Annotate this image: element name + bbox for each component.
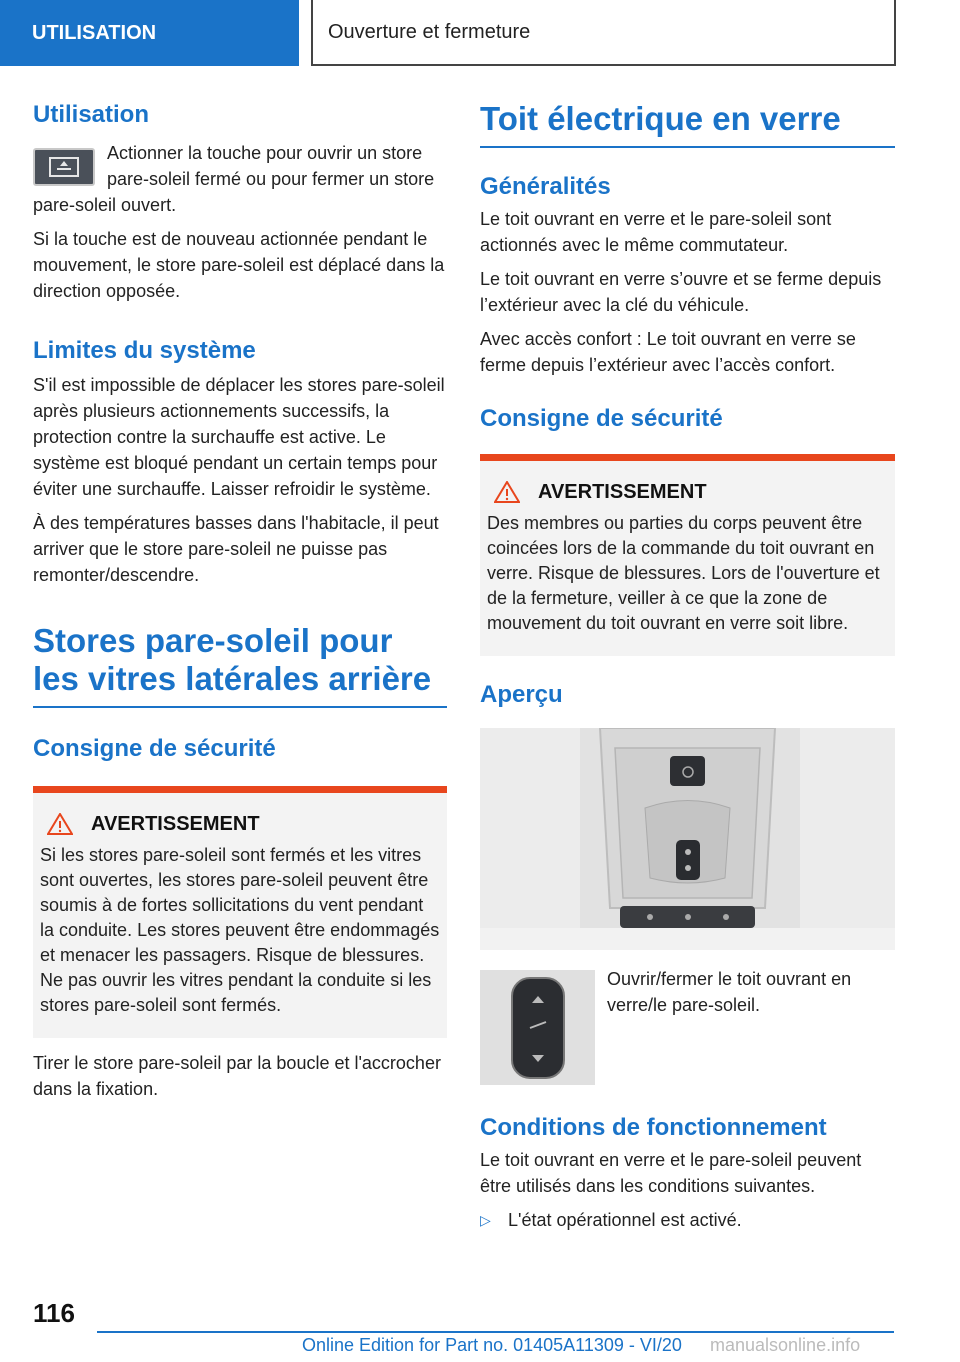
gen-heading: Généralités <box>480 173 611 200</box>
gen-paragraph-2: Le toit ouvrant en verre s’ouvre et se ferme depuis l’extérieur avec la clé du véhicule. <box>480 269 882 315</box>
switch-caption: Ouvrir/fermer le toit ouvrant en verre/le pare-soleil. <box>607 970 852 1015</box>
footer-edition: Online Edition for Part no. 01405A11309 - VI/20 <box>302 1335 682 1355</box>
page-header <box>0 0 960 66</box>
chapter-tab: Ouverture et fermeture <box>311 0 896 66</box>
right-column <box>480 100 895 1233</box>
left-warning-box <box>33 786 447 1038</box>
roof-rule <box>480 146 895 148</box>
util-block <box>33 144 447 226</box>
cond-bullet <box>480 1207 895 1233</box>
left-column <box>33 100 447 1110</box>
limits-heading: Limites du système <box>33 337 256 364</box>
overhead-console-photo <box>480 728 895 950</box>
right-warning-box <box>480 454 895 656</box>
limits-paragraph-2: À des températures basses dans l'habitacle, il peut arriver que le store pare-soleil ne puisse pas remonter/descendre. <box>33 513 439 585</box>
watermark: manualsonline.info <box>710 1335 861 1355</box>
page-number: 116 <box>33 1298 75 1328</box>
switch-block <box>480 970 895 1085</box>
right-warning-label: AVERTISSEMENT <box>538 481 707 503</box>
left-warning-text: Si les stores pare-soleil sont fermés et les vitres sont ouvertes, les stores pare-soleil peuvent être soumis à de fortes sollicitations du vent pendant la conduite. Les stores peuvent être endommagés et menacer les passagers. Risque de blessures. Ne pas ouvrir les vitres pendant la conduite si les stores pare-soleil sont fermés. <box>40 845 440 1015</box>
stores-heading: Stores pare-soleil pour les vitres latérales arrière <box>33 622 432 697</box>
util-heading: Utilisation <box>33 101 150 128</box>
apercu-heading: Aperçu <box>480 681 563 708</box>
util-paragraph-2: Si la touche est de nouveau actionnée pendant le mouvement, le store pare-soleil est déplacé dans la direction opposée. <box>33 229 445 301</box>
roof-switch-photo <box>480 970 595 1085</box>
right-safety-heading: Consigne de sécurité <box>480 405 723 432</box>
bullet-triangle-icon: ▷ <box>480 1212 491 1228</box>
right-warning-text: Des membres ou parties du corps peuvent être coincées lors de la commande du toit ouvrant en verre. Risque de blessures. Lors de l'ouverture et de la fermeture, veiller à ce que la zone de mouvement du toit ouvrant en verre soit libre. <box>487 513 880 633</box>
gen-paragraph-1: Le toit ouvrant en verre et le pare-soleil sont actionnés avec le même commutateur. <box>480 209 832 255</box>
warning-triangle-icon <box>47 813 73 835</box>
warning-triangle-icon <box>494 481 520 503</box>
sunshade-button-icon <box>33 148 95 186</box>
left-after-warning: Tirer le store pare-soleil par la boucle et l'accrocher dans la fixation. <box>33 1053 441 1099</box>
left-warning-label: AVERTISSEMENT <box>91 813 260 835</box>
left-safety-heading: Consigne de sécurité <box>33 735 276 762</box>
cond-paragraph: Le toit ouvrant en verre et le pare-soleil peuvent être utilisés dans les conditions suivantes. <box>480 1150 862 1196</box>
limits-paragraph-1: S'il est impossible de déplacer les stores pare-soleil après plusieurs actionnements successifs, la protection contre la surchauffe est active. Le système est bloqué pendant un certain temps pour éviter une surchauffe. Laisser refroidir le système. <box>33 375 445 499</box>
util-paragraph-1: Actionner la touche pour ouvrir un store pare-soleil fermé ou pour fermer un store pare-soleil ouvert. <box>33 144 435 215</box>
stores-rule <box>33 706 447 708</box>
cond-bullet-text: L'état opérationnel est activé. <box>508 1210 742 1230</box>
cond-heading: Conditions de fonctionnement <box>480 1114 827 1141</box>
gen-paragraph-3: Avec accès confort : Le toit ouvrant en verre se ferme depuis l’extérieur avec l’accès confort. <box>480 329 856 375</box>
footer-rule <box>97 1331 894 1333</box>
roof-heading: Toit électrique en verre <box>480 100 841 137</box>
section-tab: UTILISATION <box>0 0 299 66</box>
